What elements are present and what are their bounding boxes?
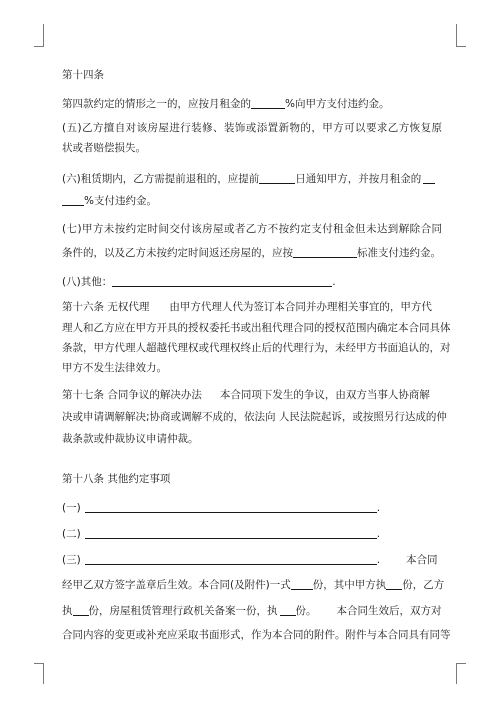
crop-mark-top-left — [34, 24, 44, 47]
clause-text: 本合同 — [406, 554, 438, 566]
clause-text: 第四款约定的情形之一的，应按月租金的 — [62, 98, 251, 110]
clause-5-line-1: (五)乙方擅自对该房屋进行装修、装饰或添置新物的，甲方可以要求乙方恢复原 — [62, 122, 442, 134]
article-16-line-2: 理人和乙方应在甲方开具的授权委托书或出租代理合同的授权范围内确定本合同具体 — [62, 322, 451, 334]
clause-text: . — [376, 554, 381, 566]
crop-mark-bottom-right — [456, 663, 466, 684]
article-18-heading: 第十八条 其他约定事项 — [62, 473, 171, 485]
article-16-heading: 第十六条 无权代理 — [62, 301, 150, 313]
penalty-percent-blank-a[interactable] — [423, 171, 435, 184]
penalty-percent-blank-b[interactable] — [62, 193, 84, 206]
other-item-2 — [62, 526, 380, 541]
crop-mark-top-right — [456, 24, 466, 47]
copies-line-1 — [62, 577, 444, 592]
notice-days-blank[interactable] — [259, 171, 295, 184]
other-item-3-blank[interactable] — [85, 552, 377, 565]
article-14-heading: 第十四条 — [62, 69, 104, 81]
copies-line-2 — [62, 603, 442, 618]
article-17-line-2: 决或申请调解解决;协商或调解不成的，依法向 人民法院起诉，或按照另行达成的仲 — [62, 411, 447, 423]
clause-text: 份。 — [295, 605, 317, 617]
clause-text: %支付违约金。 — [84, 195, 157, 207]
clause-text: 经甲乙双方签字盖章后生效。本合同(及附件)一式 — [62, 579, 291, 591]
clause-7-line-1: (七)甲方未按约定时间交付该房屋或者乙方不按约定支付租金但未达到解除合同 — [62, 223, 442, 235]
clause-8-line — [62, 274, 336, 289]
clause-6-line-2 — [62, 193, 157, 208]
clause-text: 本合同生效后，双方对 — [336, 605, 442, 617]
clause-text: (八)其他： — [62, 276, 113, 288]
party-a-copies-blank[interactable] — [386, 577, 402, 590]
other-item-3 — [62, 552, 438, 567]
clause-5-line-2: 状或者赔偿损失。 — [62, 142, 146, 154]
clause-text: 由甲方代理人代为签订本合同并办理相关事宜的，甲方代 — [169, 301, 432, 313]
article-16-line-3: 条款，甲方代理人超越代理权或代理权终止后的代理行为，未经甲方书面追认的，对 — [62, 342, 451, 354]
copies-line-3: 合同内容的变更或补充应采取书面形式，作为本合同的附件。附件与本合同具有同等 — [62, 629, 451, 641]
penalty-standard-blank[interactable] — [293, 245, 357, 258]
penalty-percent-blank[interactable] — [251, 96, 285, 109]
clause-text: 条件的，以及乙方未按约定时间返还房屋的，应按 — [62, 247, 293, 259]
other-item-2-blank[interactable] — [85, 526, 377, 539]
clause-text: 本合同项下发生的争议，由双方当事人协商解 — [219, 389, 430, 401]
party-b-copies-blank[interactable] — [73, 603, 89, 616]
clause-text: . — [376, 502, 381, 514]
clause-text: . — [376, 528, 381, 540]
clause-text: 份，房屋租赁管理行政机关备案一份，执 — [88, 605, 278, 617]
item-number: (一) — [62, 502, 81, 514]
other-terms-blank[interactable] — [112, 274, 332, 287]
clause-6-line-1 — [62, 171, 435, 186]
clause-text: %向甲方支付违约金。 — [285, 98, 390, 110]
item-number: (三) — [62, 554, 81, 566]
clause-text: 份，乙方 — [402, 579, 445, 591]
clause-text: (六)租赁期内，乙方需提前退租的，应提前 — [62, 173, 260, 185]
article-16-line-1 — [62, 300, 432, 314]
clause-text: 执 — [62, 605, 73, 617]
clause-text: 份，其中甲方执 — [312, 579, 387, 591]
clause-text: . — [332, 276, 336, 288]
article-17-line-3: 裁条款或仲裁协议申请仲裁。 — [62, 433, 199, 445]
article-17-line-1 — [62, 388, 430, 402]
crop-mark-bottom-left — [34, 663, 44, 684]
other-item-1 — [62, 500, 380, 515]
article-17-heading: 第十七条 合同争议的解决办法 — [62, 389, 202, 401]
clause-text: 日通知甲方，并按月租金的 — [295, 173, 422, 185]
clause-line — [62, 96, 389, 111]
clause-7-line-2 — [62, 245, 441, 260]
other-item-1-blank[interactable] — [85, 500, 377, 513]
item-number: (二) — [62, 528, 81, 540]
total-copies-blank[interactable] — [291, 577, 313, 590]
clause-text: 标准支付违约金。 — [357, 247, 441, 259]
article-16-line-4: 甲方不发生法律效力。 — [62, 362, 167, 374]
registry-copies-blank[interactable] — [280, 603, 296, 616]
